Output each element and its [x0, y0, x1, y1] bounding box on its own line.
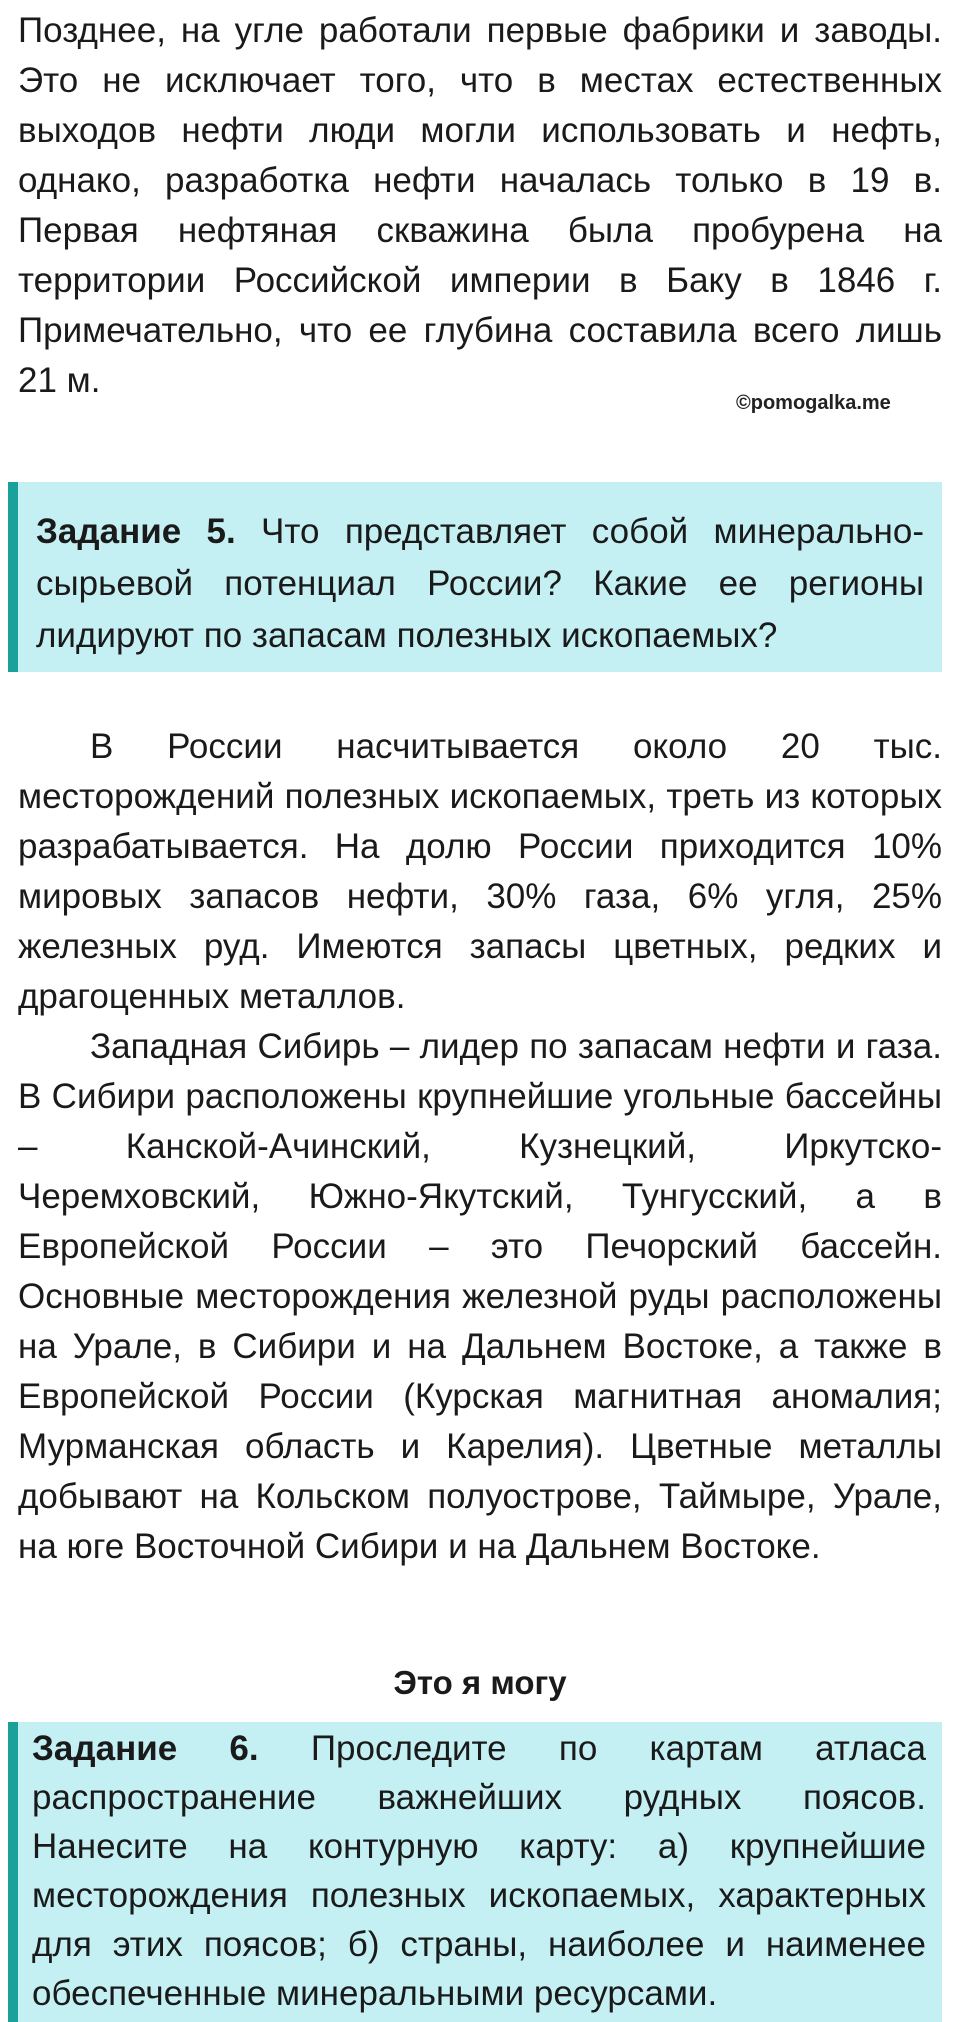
task-5-box [8, 482, 942, 672]
task-6-question: Проследите по картам атласа распространение важнейших рудных поясов. Нанесите на контурную карту: а) крупнейшие месторождения полезных ископаемых, характерных для этих поясов; б) страны, наиболее и наименее обеспеченные минеральными ресурсами. [32, 1729, 926, 2013]
watermark: ©pomogalka.me [736, 392, 891, 414]
answer-5-paragraph-2: Западная Сибирь – лидер по запасам нефти и газа. В Сибири расположены крупнейшие угольные бассейны – Канской-Ачинский, Кузнецкий, Иркутско-Черемховский, Южно-Якутский, Тунгусский, а в Европейской России – это Печорский бассейн. Основные месторождения железной руды расположены на Урале, в Сибири и на Дальнем Востоке, а также в Европейской России (Курская магнитная аномалия; Мурманская область и Карелия). Цветные металлы добывают на Кольском полуострове, Таймыре, Урале, на юге Восточной Сибири и на Дальнем Востоке. [18, 1027, 942, 1566]
task-5-text [36, 506, 924, 662]
task-5-label: Задание 5. [36, 512, 236, 551]
task-6-box [8, 1722, 942, 2022]
section-heading: Это я могу [393, 1664, 567, 1701]
answer-5-paragraph-1: В России насчитывается около 20 тыс. месторождений полезных ископаемых, треть из которых разрабатывается. На долю России приходится 10% мировых запасов нефти, 30% газа, 6% угля, 25% железных руд. Имеются запасы цветных, редких и драгоценных металлов. [18, 727, 942, 1016]
task-6-text [32, 1724, 926, 2018]
task-6-label: Задание 6. [32, 1729, 259, 1768]
intro-paragraph: Позднее, на угле работали первые фабрики и заводы. Это не исключает того, что в местах естественных выходов нефти люди могли использовать и нефть, однако, разработка нефти началась только в 19 в. Первая нефтяная скважина была пробурена на территории Российской империи в Баку в 1846 г. Примечательно, что ее глубина составила всего лишь 21 м. [18, 11, 942, 400]
task-5-question: Что представляет собой минерально-сырьевой потенциал России? Какие ее регионы лидируют по запасам полезных ископаемых? [36, 512, 924, 655]
